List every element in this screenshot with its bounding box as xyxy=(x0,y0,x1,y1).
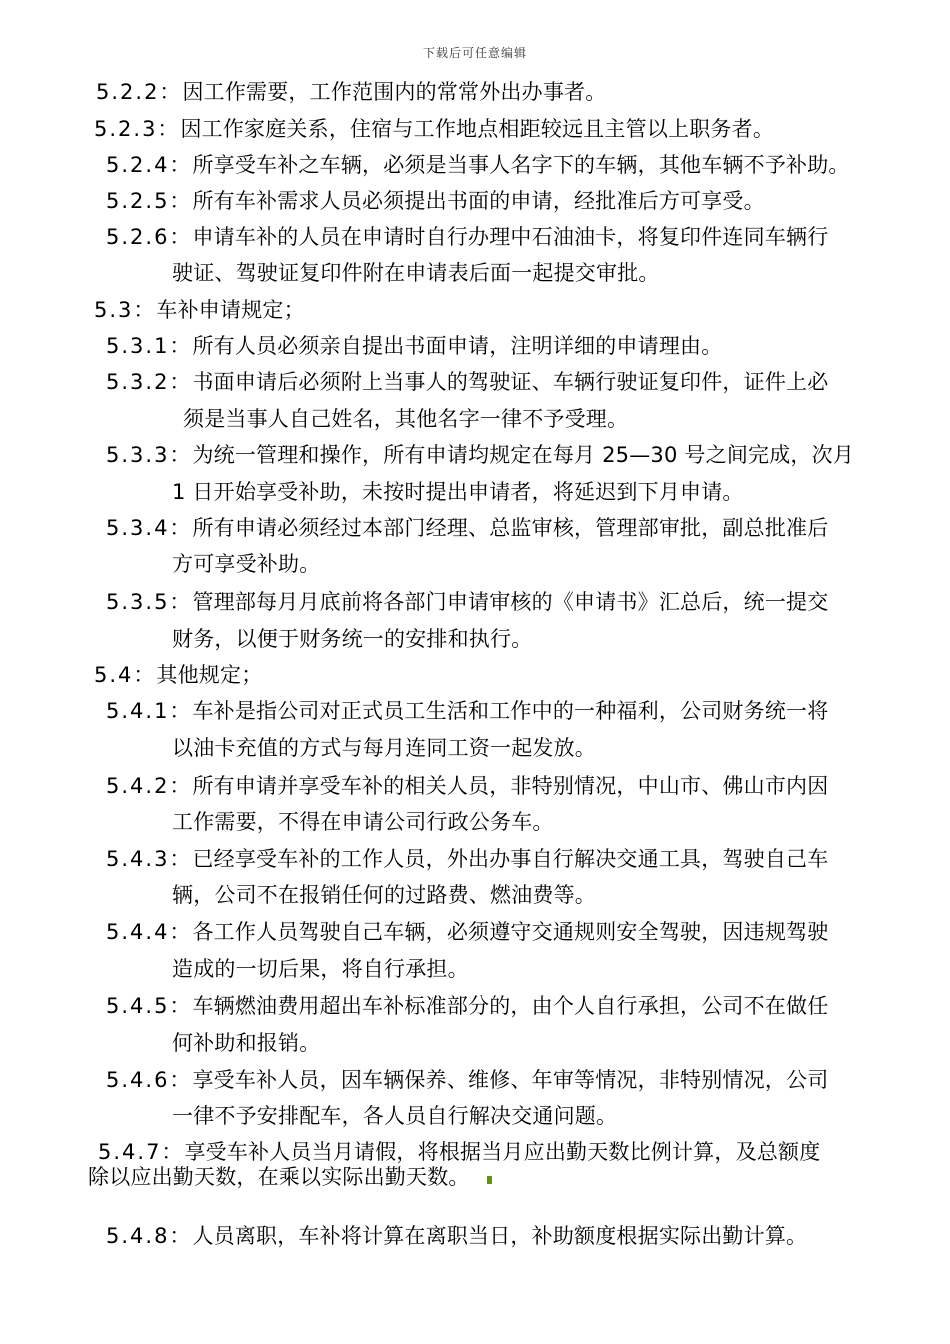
clause-5-3-5-cont xyxy=(172,625,532,653)
cursor-mark xyxy=(487,1176,492,1184)
section-title: 其他规定； xyxy=(156,663,263,687)
clause-text: 各工作人员驾驶自己车辆，必须遵守交通规则安全驾驶，因违规驾驶 xyxy=(192,920,829,944)
clause-text: 方可享受补助。 xyxy=(172,552,321,576)
clause-5-4-3 xyxy=(106,845,828,873)
clause-5-3-3 xyxy=(106,441,854,469)
clause-5-4-4 xyxy=(106,918,828,946)
clause-text: 所有车补需求人员必须提出书面的申请，经批准后方可享受。 xyxy=(192,189,765,213)
clause-number: 5.4.4： xyxy=(106,920,193,944)
clause-text: 所有人员必须亲自提出书面申请，注明详细的申请理由。 xyxy=(192,334,723,358)
clause-5-4-1 xyxy=(106,697,828,725)
clause-5-4-7-cont xyxy=(88,1163,470,1191)
clause-text: 书面申请后必须附上当事人的驾驶证、车辆行驶证复印件，证件上必 xyxy=(192,370,829,394)
clause-text: 车辆燃油费用超出车补标准部分的，由个人自行承担，公司不在做任 xyxy=(192,994,829,1018)
clause-5-4-2-cont xyxy=(172,808,554,836)
clause-5-3-2 xyxy=(106,368,828,396)
clause-5-4-6-cont xyxy=(172,1102,617,1130)
clause-5-2-6 xyxy=(106,223,828,251)
clause-5-2-4 xyxy=(106,151,850,179)
clause-text: 辆，公司不在报销任何的过路费、燃油费等。 xyxy=(172,883,596,907)
clause-5-4-5-cont xyxy=(172,1029,320,1057)
clause-number: 5.2.3： xyxy=(94,117,181,141)
clause-number: 5.4.1： xyxy=(106,699,193,723)
clause-text: 造成的一切后果，将自行承担。 xyxy=(172,957,469,981)
clause-text: 管理部每月月底前将各部门申请审核的《申请书》汇总后，统一提交 xyxy=(192,590,829,614)
clause-text: 因工作家庭关系，住宿与工作地点相距较远且主管以上职务者。 xyxy=(180,117,775,141)
clause-number: 5.3.5： xyxy=(106,590,193,614)
clause-number: 5.4.5： xyxy=(106,994,193,1018)
clause-5-2-6-cont xyxy=(172,259,660,287)
clause-5-3-4-cont xyxy=(172,550,320,578)
clause-number: 5.3.2： xyxy=(106,370,193,394)
clause-5-2-2 xyxy=(96,78,606,106)
clause-text: 因工作需要，工作范围内的常常外出办事者。 xyxy=(182,80,607,104)
clause-5-4-4-cont xyxy=(172,955,469,983)
clause-text: 一律不予安排配车，各人员自行解决交通问题。 xyxy=(172,1104,618,1128)
clause-5-3-2-cont xyxy=(183,405,628,433)
clause-text: 除以应出勤天数，在乘以实际出勤天数。 xyxy=(88,1165,470,1189)
clause-text: 所有申请并享受车补的相关人员，非特别情况，中山市、佛山市内因 xyxy=(192,774,829,798)
clause-5-4-8 xyxy=(106,1222,807,1250)
clause-text: 享受车补人员，因车辆保养、维修、年审等情况，非特别情况，公司 xyxy=(192,1068,829,1092)
section-number: 5.3： xyxy=(94,298,157,322)
clause-5-3-4 xyxy=(106,514,828,542)
clause-text: 已经享受车补的工作人员，外出办事自行解决交通工具，驾驶自己车 xyxy=(192,847,829,871)
clause-5-4-6 xyxy=(106,1066,828,1094)
clause-text: 何补助和报销。 xyxy=(172,1031,321,1055)
clause-number: 5.2.6： xyxy=(106,225,193,249)
section-title: 车补申请规定； xyxy=(156,298,305,322)
clause-number: 5.2.4： xyxy=(106,153,193,177)
clause-number: 5.2.5： xyxy=(106,189,193,213)
clause-text: 1 日开始享受补助，未按时提出申请者，将延迟到下月申请。 xyxy=(172,480,744,504)
clause-5-3-3-cont xyxy=(172,478,744,506)
clause-5-4-1-cont xyxy=(172,734,596,762)
clause-number: 5.3.1： xyxy=(106,334,193,358)
clause-text: 须是当事人自己姓名，其他名字一律不予受理。 xyxy=(183,407,629,431)
clause-number: 5.2.2： xyxy=(96,80,183,104)
clause-number: 5.3.4： xyxy=(106,516,193,540)
clause-text: 工作需要，不得在申请公司行政公务车。 xyxy=(172,810,554,834)
clause-text: 人员离职，车补将计算在离职当日，补助额度根据实际出勤计算。 xyxy=(192,1224,808,1248)
clause-5-2-5 xyxy=(106,187,765,215)
clause-text: 为统一管理和操作，所有申请均规定在每月 25—30 号之间完成，次月 xyxy=(192,443,855,467)
page-header: 下载后可任意编辑 xyxy=(422,46,527,60)
clause-number: 5.3.3： xyxy=(106,443,193,467)
clause-5-4-5 xyxy=(106,992,828,1020)
clause-text: 申请车补的人员在申请时自行办理中石油油卡，将复印件连同车辆行 xyxy=(192,225,829,249)
clause-text: 所有申请必须经过本部门经理、总监审核，管理部审批，副总批准后 xyxy=(192,516,829,540)
clause-text: 所享受车补之车辆，必须是当事人名字下的车辆，其他车辆不予补助。 xyxy=(192,153,850,177)
clause-5-4-2 xyxy=(106,772,828,800)
clause-text: 以油卡充值的方式与每月连同工资一起发放。 xyxy=(172,736,596,760)
clause-5-3-1 xyxy=(106,332,722,360)
clause-text: 车补是指公司对正式员工生活和工作中的一种福利，公司财务统一将 xyxy=(192,699,829,723)
section-5-4 xyxy=(94,661,262,689)
clause-5-4-3-cont xyxy=(172,881,596,909)
clause-5-4-7 xyxy=(98,1138,820,1166)
clause-number: 5.4.2： xyxy=(106,774,193,798)
clause-text: 财务，以便于财务统一的安排和执行。 xyxy=(172,627,533,651)
clause-number: 5.4.8： xyxy=(106,1224,193,1248)
clause-number: 5.4.3： xyxy=(106,847,193,871)
clause-text: 驶证、驾驶证复印件附在申请表后面一起提交审批。 xyxy=(172,261,660,285)
clause-number: 5.4.6： xyxy=(106,1068,193,1092)
section-5-3 xyxy=(94,296,305,324)
clause-5-2-3 xyxy=(94,115,774,143)
section-number: 5.4： xyxy=(94,663,157,687)
clause-number: 5.4.7： xyxy=(98,1140,185,1164)
clause-5-3-5 xyxy=(106,588,828,616)
clause-text: 享受车补人员当月请假，将根据当月应出勤天数比例计算，及总额度 xyxy=(184,1140,821,1164)
